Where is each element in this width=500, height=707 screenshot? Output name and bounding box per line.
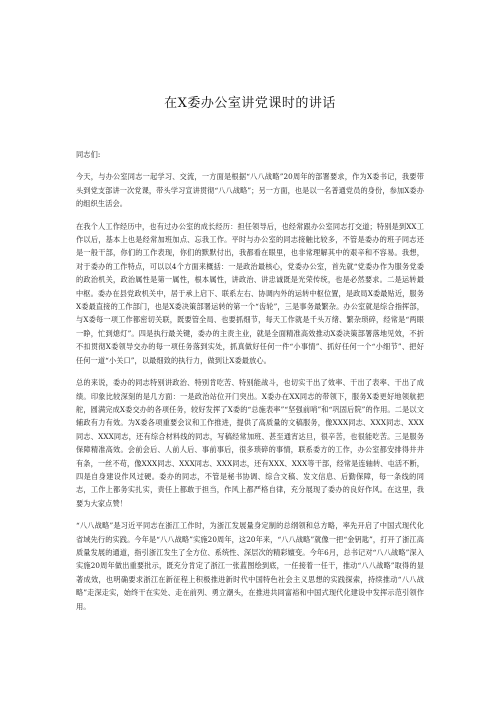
document-body xyxy=(76,148,424,622)
greeting: 同志们: xyxy=(76,150,101,159)
paragraph-2: 在我个人工作经历中，也有过办公室的成长经历：担任领导后，也经常跟办公室同志打交道；特别是到XX工作以后，基本上也是经常加班加点、忘我工作。平时与办公室的同志接触比较多，不管是委办的班子同志还是一般干部，你们的工作表现，你们的默默付出，我都看在眼里，也非常理解其中的艰辛和不容易。我想，对于委办的工作特点，可以以4个方面来概括：一是政治最核心，党委办公室，首先就“党委办作为服务党委的政治机关，政治属性是第一属性，根本属性，讲政治、讲忠诚既是光荣传统，也是必然要求。二是运转最中枢。委办在县党政机关中，居于承上启下、联系左右、协调内外的运转中枢位置，是政局X委最贴近，服务X委最直接的工作部门，也是X委决策部署运转的第一个“齿轮”，三是事务最繁杂。办公室就是综合指挥部，与X委每一项工作都密切关联，既要管全局、也要抓细节，每天工作就是千头万绪、繁杂琐碎，经常是“两眼一睁，忙到熄灯”。四是执行最关键，委办的主责主业，就是全面精准高效推动X委决策部署落地见效，不折不扣贯彻X委领导交办的每一项任务落到实处，抓真做好任何一件“小事情”、抓好任何一个“小细节”、把好任何一道“小关口”，以最细致的执行力，做到让X委最放心。 xyxy=(76,221,424,365)
paragraph-4: “八八战略”是习近平同志在浙江工作时，为浙江发展量身定制的总纲领和总方略，率先开启了中国式现代化省域先行的实践。今年是“八八战略”实施20周年，这20年来，“八八战略”就像一把“金钥匙”，打开了浙江高质量发展的通道，指引浙江发生了全方位、系统性、深层次的精彩嬗变。今年6月，总书记对“八八战略”深入实施20周年做出重要批示，既充分肯定了浙江一张蓝图绘到底，一任接着一任干，推动“八八战略”取得的显著成效，也明确要求浙江在新征程上积极推进新时代中国特色社会主义思想的实践探索，持续推动“八八战略”走深走实，始终干在实处、走在前列、勇立潮头，在推进共同富裕和中国式现代化建设中发挥示范引领作用。 xyxy=(76,521,424,611)
paragraph-1: 今天，与办公室同志一起学习、交流，一方面是根据“八八战略”20周年的部署要求，作为X委书记，我要带头到党支部讲一次党课，带头学习宣讲贯彻“八八战略”；另一方面，也是以一名普通党员的身份，参加X委办的组织生活会。 xyxy=(76,172,424,209)
document-title: 在X委办公室讲党课时的讲话 xyxy=(164,96,336,111)
paragraph-3: 总的来说，委办的同志特别讲政治、特别肯吃苦、特别能战斗，也切实干出了效率、干出了表率、干出了成绩。印象比较深刻的是几方面：一是政治站位开门突出。X委办在XX同志的带领下，服务X委更好地领航把舵，圆满完成X委交办的各项任务，较好发挥了X委的“总施表率”“坚强前哨”和“巩固后院”的作用。二是以文辅政有力有效。为X委各项重要会议和工作推进，提供了高质量的文稿服务，像XXX同志、XXX同志、XXX同志、XXX同志，还有综合材料线的同志，写稿经常加班、甚至通宵达旦，很辛苦，也很能吃苦。三是服务保障精准高效。会前会后、人前人后、事前事后，很多琐碎的事情，联系委方的工作，办公室都安排得井井有条，一丝不苟，像XXX同志、XXX同志、XXX同志，还有XXX、XXX等干部，经常是连轴转、屯活不断，四是自身建设作风过硬。委办的同志，不管是秘书协调、综合文稿、发文信息、后勤保障，每一条线的同志，工作上都务实扎实，责任上都敢于担当，作风上都严格自律，充分展现了委办的良好作风。在这里，我要为大家点赞！ xyxy=(76,378,424,508)
